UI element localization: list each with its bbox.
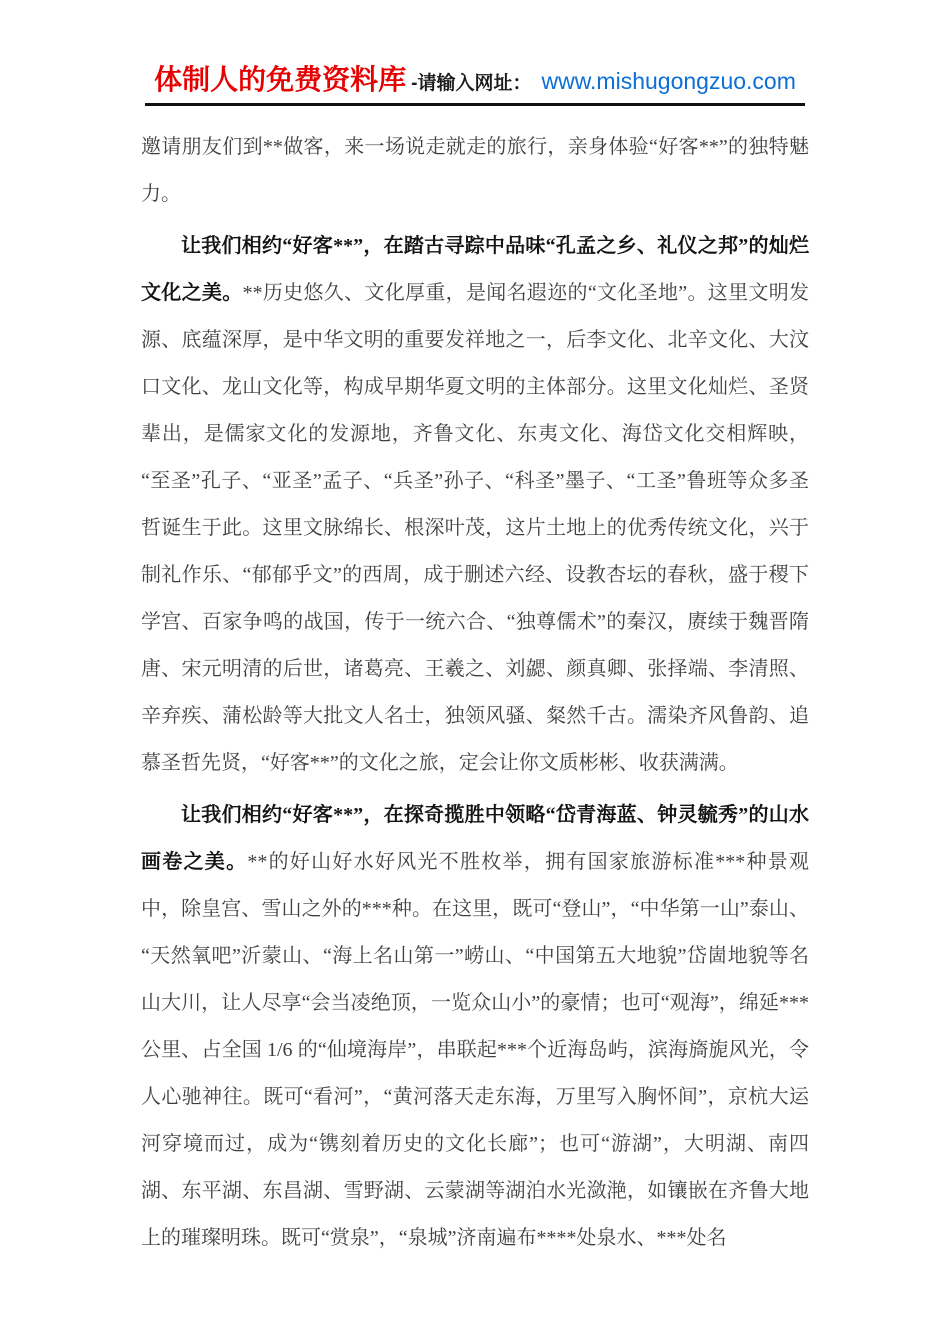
document-body — [141, 106, 809, 1262]
paragraph — [141, 223, 809, 787]
url-prompt-label: -请输入网址： — [411, 73, 532, 94]
site-url-link[interactable]: www.mishugongzuo.com — [541, 68, 796, 94]
paragraph-text: **的好山好水好风光不胜枚举，拥有国家旅游标准***种景观中，除皇宫、雪山之外的***种。在这里，既可“登山”，“中华第一山”泰山、“天然氧吧”沂蒙山、“海上名山第一”崂山、“中国第五大地貌”岱崮地貌等名山大川，让人尽享“会当凌绝顶，一览众山小”的豪情；也可“观海”，绵延***公里、占全国 1/6 的“仙境海岸”，串联起***个近海岛屿，滨海旖旎风光，令人心驰神往。既可“看河”，“黄河落天走东海，万里写入胸怀间”，京杭大运河穿境而过，成为“镌刻着历史的文化长廊”；也可“游湖”，大明湖、南四湖、东平湖、东昌湖、雪野湖、云蒙湖等湖泊水光潋滟，如镶嵌在齐鲁大地上的璀璨明珠。既可“赏泉”，“泉城”济南遍布****处泉水、***处名 — [141, 851, 810, 1249]
site-header-row — [135, 58, 815, 98]
site-brand-title: 体制人的免费资料库 — [154, 64, 407, 95]
site-header — [0, 0, 950, 106]
paragraph-lead: 让我们相约“好客**”，在探奇揽胜中领略“岱青海蓝、钟灵毓秀”的山水画卷之美。 — [141, 804, 809, 873]
paragraph-lead: 让我们相约“好客**”，在踏古寻踪中品味“孔孟之乡、礼仪之邦”的灿烂文化之美。 — [141, 235, 809, 304]
paragraph — [141, 124, 809, 218]
paragraph-text: **历史悠久、文化厚重，是闻名遐迩的“文化圣地”。这里文明发源、底蕴深厚，是中华文明的重要发祥地之一，后李文化、北辛文化、大汶口文化、龙山文化等，构成早期华夏文明的主体部分。这里文化灿烂、圣贤辈出，是儒家文化的发源地，齐鲁文化、东夷文化、海岱文化交相辉映，“至圣”孔子、“亚圣”孟子、“兵圣”孙子、“科圣”墨子、“工圣”鲁班等众多圣哲诞生于此。这里文脉绵长、根深叶茂，这片土地上的优秀传统文化，兴于制礼作乐、“郁郁乎文”的西周，成于删述六经、设教杏坛的春秋，盛于稷下学宫、百家争鸣的战国，传于一统六合、“独尊儒术”的秦汉，赓续于魏晋隋唐、宋元明清的后世，诸葛亮、王羲之、刘勰、颜真卿、张择端、李清照、辛弃疾、蒲松龄等大批文人名士，独领风骚、粲然千古。濡染齐风鲁韵、追慕圣哲先贤，“好客**”的文化之旅，定会让你文质彬彬、收获满满。 — [141, 282, 809, 774]
paragraph-text: 邀请朋友们到**做客，来一场说走就走的旅行，亲身体验“好客**”的独特魅力。 — [141, 136, 809, 205]
paragraph — [141, 792, 809, 1262]
